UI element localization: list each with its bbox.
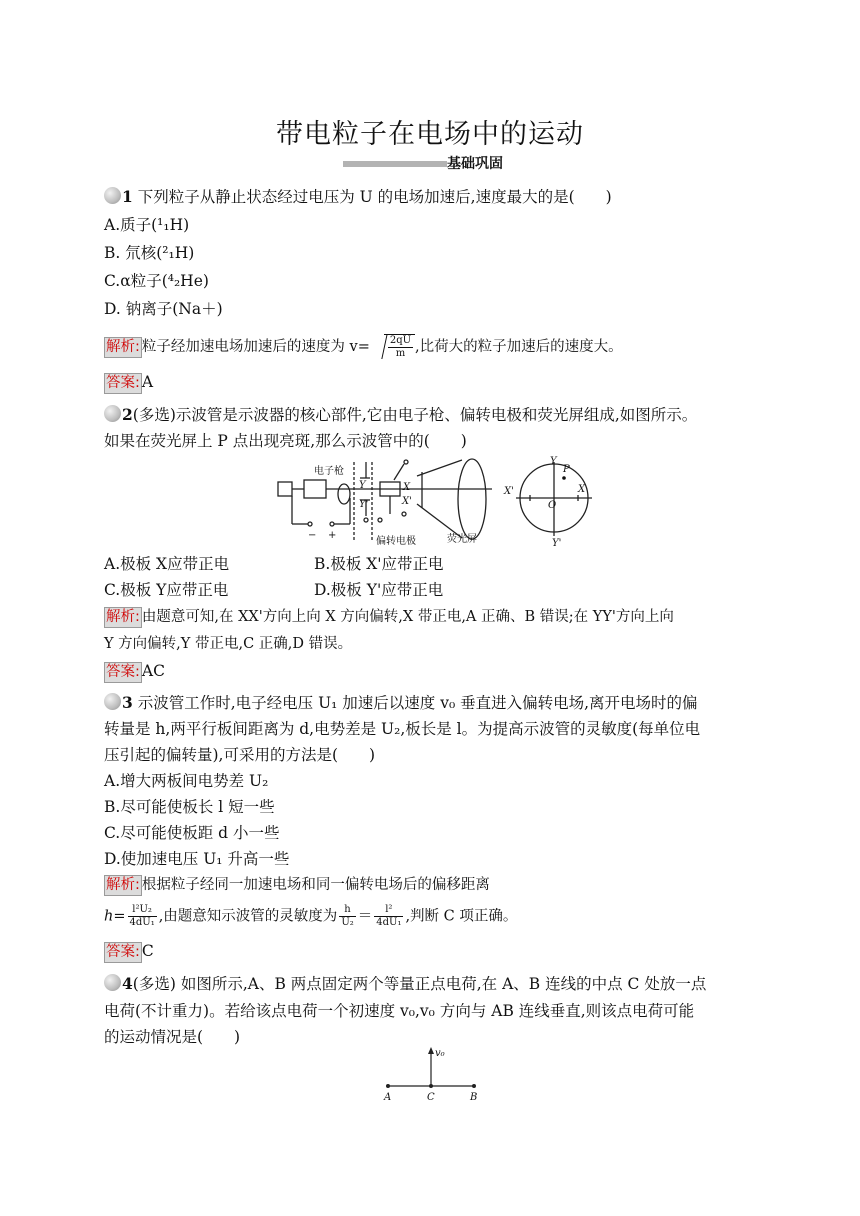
charges-figure: [378, 1042, 488, 1106]
q2-option-d: D.极板 Y'应带正电: [314, 581, 444, 599]
fraction: $\frac{h}{\text{U₂}}$: [341, 904, 354, 928]
svg-text:偏转电极: 偏转电极: [376, 536, 416, 547]
q2-solution-line1: 解析: 由题意可知,在 XX'方向上向 X 方向偏转,X 带正电,A 正确、B 错误;在 YY'方向上向: [104, 606, 674, 628]
svg-text:Y: Y: [359, 480, 366, 491]
bright-spot-icon: [562, 476, 566, 480]
svg-text:v₀: v₀: [435, 1048, 445, 1059]
q2-stem-line1: 2(多选)示波管是示波器的核心部件,它由电子枪、偏转电极和荧光屏组成,如图所示。: [104, 404, 697, 426]
solution-tag: 解析:: [104, 337, 142, 358]
solution-tag: 解析:: [104, 607, 142, 628]
section-label: 基础巩固: [447, 156, 503, 172]
q1-option-c: C.α粒子(⁴₂He): [104, 272, 209, 290]
q4-stem-line3: 的运动情况是( ): [104, 1028, 241, 1046]
svg-text:C: C: [427, 1092, 435, 1103]
q3-number: 3: [122, 693, 133, 712]
sqrt-expression: $\frac{2qU}{m}$: [384, 334, 415, 360]
q3-option-d: D.使加速电压 U₁ 升高一些: [104, 850, 290, 868]
q1-number: 1: [122, 187, 133, 206]
q4-number: 4: [122, 974, 133, 993]
svg-text:X': X': [504, 486, 514, 497]
point-c: [429, 1084, 433, 1088]
q3-stem-line2: 转量是 h,两平行板间距离为 d,电势差是 U₂,板长是 l。为提高示波管的灵敏度(每单位电: [104, 720, 701, 738]
q2-stem-line2: 如果在荧光屏上 P 点出现亮斑,那么示波管中的( ): [104, 432, 467, 450]
svg-text:P: P: [563, 464, 570, 475]
svg-text:X': X': [402, 496, 412, 507]
q2-option-c: C.极板 Y应带正电: [104, 581, 229, 599]
q4-stem-line2: 电荷(不计重力)。若给该点电荷一个初速度 v₀,v₀ 方向与 AB 连线垂直,则该点电荷可能: [104, 1002, 695, 1020]
svg-text:O: O: [548, 500, 557, 511]
q2-option-a: A.极板 X应带正电: [104, 555, 230, 573]
q2-number: 2: [122, 405, 133, 424]
section-bar: [343, 161, 447, 167]
q1-answer: 答案: A: [104, 371, 153, 394]
q2-answer: 答案: AC: [104, 660, 165, 683]
question-bullet-icon: [104, 187, 121, 204]
q1-option-a: A.质子(¹₁H): [104, 216, 190, 234]
q2-solution-line2: Y 方向偏转,Y 带正电,C 正确,D 错误。: [104, 636, 353, 652]
answer-tag: 答案:: [104, 662, 142, 683]
q4-stem-line1: 4(多选) 如图所示,A、B 两点固定两个等量正点电荷,在 A、B 连线的中点 C 处放一点: [104, 973, 706, 995]
svg-text:Y': Y': [359, 499, 369, 510]
q3-stem-line1: 3 示波管工作时,电子经电压 U₁ 加速后以速度 v₀ 垂直进入偏转电场,离开电场时的偏: [104, 692, 698, 714]
question-bullet-icon: [104, 974, 121, 991]
svg-text:B: B: [470, 1092, 478, 1103]
svg-text:A: A: [384, 1092, 392, 1103]
q3-option-b: B.尽可能使板长 l 短一些: [104, 798, 275, 816]
q1-option-d: D. 钠离子(Na＋): [104, 300, 223, 318]
fraction: $\frac{\text{l²U₂}}{\text{4dU₁}}$: [129, 904, 155, 928]
oscilloscope-tube-figure: [272, 456, 592, 548]
answer-tag: 答案:: [104, 942, 142, 963]
q1-option-b: B. 氘核(²₁H): [104, 244, 195, 262]
q3-solution-line2: h= $\frac{\text{l²U₂}}{\text{4dU₁}}$ ,由题意知示波管的灵敏度为 $\frac{h}{\text{U₂}}$ ＝ $\frac{\text{l²}}{\text{4dU₁}}$ ,判断 C 项正确。: [104, 904, 518, 928]
q3-stem-line3: 压引起的偏转量),可采用的方法是( ): [104, 746, 376, 764]
question-bullet-icon: [104, 693, 121, 710]
svg-text:荧光屏: 荧光屏: [447, 534, 477, 545]
page-title: 带电粒子在电场中的运动: [276, 119, 584, 150]
point-a: [386, 1084, 390, 1088]
fraction: $\frac{\text{l²}}{\text{4dU₁}}$: [376, 904, 402, 928]
q3-solution-line1: 解析: 根据粒子经同一加速电场和同一偏转电场后的偏移距离: [104, 874, 490, 896]
solution-tag: 解析:: [104, 875, 142, 896]
question-bullet-icon: [104, 405, 121, 422]
point-b: [472, 1084, 476, 1088]
q3-option-a: A.增大两板间电势差 U₂: [104, 772, 269, 790]
svg-text:+: +: [328, 530, 337, 541]
q3-answer: 答案: C: [104, 940, 154, 963]
q1-solution: 解析: 粒子经加速电场加速后的速度为 v= $\frac{2qU}{m}$ ,比荷大的粒子加速后的速度大。: [106, 335, 623, 359]
svg-text:Y': Y': [552, 538, 562, 548]
answer-tag: 答案:: [104, 373, 142, 394]
q2-option-b: B.极板 X'应带正电: [314, 555, 444, 573]
arrow-up-icon: [428, 1047, 434, 1054]
svg-text:X: X: [403, 482, 411, 493]
q1-stem: 1 下列粒子从静止状态经过电压为 U 的电场加速后,速度最大的是( ): [104, 186, 612, 208]
svg-text:电子枪: 电子枪: [314, 466, 344, 477]
svg-text:−: −: [308, 530, 317, 541]
q3-option-c: C.尽可能使板距 d 小一些: [104, 824, 280, 842]
svg-text:X: X: [578, 484, 586, 495]
svg-text:Y: Y: [550, 456, 557, 467]
